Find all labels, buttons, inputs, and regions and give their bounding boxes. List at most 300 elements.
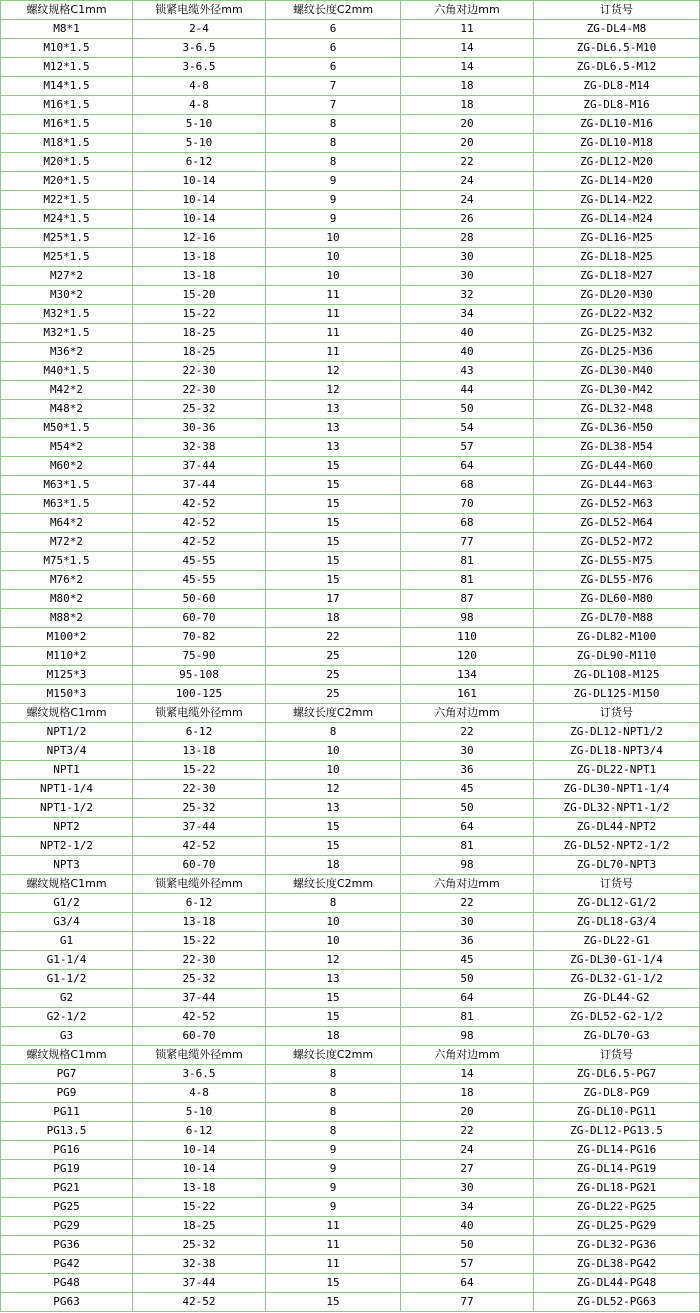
cell-order-number: ZG-DL82-M100	[534, 628, 700, 647]
cell-hex-size: 81	[401, 571, 534, 590]
cell-thread-spec: M150*3	[1, 685, 133, 704]
cell-hex-size: 30	[401, 267, 534, 286]
header-cable-diameter: 锁紧电缆外径mm	[133, 1, 266, 20]
cell-hex-size: 36	[401, 932, 534, 951]
cell-cable-diameter: 4-8	[133, 96, 266, 115]
cell-thread-length: 8	[266, 1122, 401, 1141]
cell-order-number: ZG-DL32-G1-1/2	[534, 970, 700, 989]
cell-thread-length: 11	[266, 1217, 401, 1236]
cell-cable-diameter: 13-18	[133, 267, 266, 286]
cell-cable-diameter: 4-8	[133, 1084, 266, 1103]
table-row	[1, 989, 700, 1008]
cell-thread-length: 10	[266, 761, 401, 780]
cell-order-number: ZG-DL30-M42	[534, 381, 700, 400]
cell-cable-diameter: 4-8	[133, 77, 266, 96]
header-cable-diameter: 锁紧电缆外径mm	[133, 704, 266, 723]
table-row	[1, 153, 700, 172]
cell-order-number: ZG-DL6.5-PG7	[534, 1065, 700, 1084]
cell-thread-spec: M8*1	[1, 20, 133, 39]
cell-cable-diameter: 45-55	[133, 571, 266, 590]
table-row	[1, 856, 700, 875]
header-thread-spec: 螺纹规格C1mm	[1, 704, 133, 723]
cell-thread-length: 13	[266, 970, 401, 989]
table-row	[1, 324, 700, 343]
cell-order-number: ZG-DL44-G2	[534, 989, 700, 1008]
cell-thread-spec: G1-1/2	[1, 970, 133, 989]
cell-thread-length: 11	[266, 324, 401, 343]
cell-order-number: ZG-DL10-PG11	[534, 1103, 700, 1122]
cell-thread-spec: G3	[1, 1027, 133, 1046]
cell-cable-diameter: 22-30	[133, 780, 266, 799]
cell-cable-diameter: 15-22	[133, 932, 266, 951]
cell-thread-length: 18	[266, 1027, 401, 1046]
cell-hex-size: 44	[401, 381, 534, 400]
cell-thread-spec: M16*1.5	[1, 96, 133, 115]
table-row	[1, 1122, 700, 1141]
cell-thread-length: 15	[266, 495, 401, 514]
table-row	[1, 742, 700, 761]
cell-thread-spec: M16*1.5	[1, 115, 133, 134]
cell-hex-size: 18	[401, 1084, 534, 1103]
cell-hex-size: 18	[401, 77, 534, 96]
table-row	[1, 381, 700, 400]
table-row	[1, 229, 700, 248]
cell-hex-size: 134	[401, 666, 534, 685]
table-row	[1, 685, 700, 704]
cell-order-number: ZG-DL8-PG9	[534, 1084, 700, 1103]
table-row	[1, 571, 700, 590]
table-row	[1, 590, 700, 609]
cell-order-number: ZG-DL12-M20	[534, 153, 700, 172]
cell-cable-diameter: 6-12	[133, 153, 266, 172]
cell-hex-size: 57	[401, 438, 534, 457]
spec-table-body	[1, 1, 700, 1312]
cell-thread-length: 18	[266, 856, 401, 875]
cell-hex-size: 54	[401, 419, 534, 438]
cell-thread-length: 7	[266, 77, 401, 96]
cell-cable-diameter: 25-32	[133, 799, 266, 818]
cell-hex-size: 50	[401, 970, 534, 989]
cell-cable-diameter: 22-30	[133, 951, 266, 970]
cell-thread-length: 15	[266, 457, 401, 476]
cell-thread-length: 13	[266, 799, 401, 818]
cell-cable-diameter: 5-10	[133, 1103, 266, 1122]
cell-hex-size: 81	[401, 1008, 534, 1027]
cell-order-number: ZG-DL14-PG19	[534, 1160, 700, 1179]
cell-cable-diameter: 22-30	[133, 362, 266, 381]
cell-hex-size: 18	[401, 96, 534, 115]
cell-cable-diameter: 6-12	[133, 894, 266, 913]
cell-thread-spec: NPT1-1/4	[1, 780, 133, 799]
cell-thread-spec: PG48	[1, 1274, 133, 1293]
cell-order-number: ZG-DL18-PG21	[534, 1179, 700, 1198]
cell-cable-diameter: 18-25	[133, 343, 266, 362]
cell-hex-size: 57	[401, 1255, 534, 1274]
cell-cable-diameter: 25-32	[133, 970, 266, 989]
table-row	[1, 837, 700, 856]
cell-order-number: ZG-DL70-NPT3	[534, 856, 700, 875]
cell-thread-length: 9	[266, 1179, 401, 1198]
table-row	[1, 913, 700, 932]
cell-order-number: ZG-DL18-M27	[534, 267, 700, 286]
cell-hex-size: 24	[401, 172, 534, 191]
cell-cable-diameter: 37-44	[133, 476, 266, 495]
cell-hex-size: 32	[401, 286, 534, 305]
cell-order-number: ZG-DL55-M75	[534, 552, 700, 571]
cell-cable-diameter: 37-44	[133, 818, 266, 837]
table-row	[1, 514, 700, 533]
cell-thread-spec: PG21	[1, 1179, 133, 1198]
cell-cable-diameter: 10-14	[133, 191, 266, 210]
cell-cable-diameter: 6-12	[133, 723, 266, 742]
cell-order-number: ZG-DL44-NPT2	[534, 818, 700, 837]
table-row	[1, 172, 700, 191]
cell-order-number: ZG-DL44-M63	[534, 476, 700, 495]
cell-order-number: ZG-DL52-M72	[534, 533, 700, 552]
cell-cable-diameter: 42-52	[133, 495, 266, 514]
cell-thread-length: 10	[266, 932, 401, 951]
cell-hex-size: 30	[401, 1179, 534, 1198]
cell-cable-diameter: 42-52	[133, 514, 266, 533]
cell-order-number: ZG-DL22-PG25	[534, 1198, 700, 1217]
header-row	[1, 704, 700, 723]
cell-hex-size: 20	[401, 115, 534, 134]
cell-hex-size: 68	[401, 476, 534, 495]
cell-hex-size: 14	[401, 39, 534, 58]
table-row	[1, 1103, 700, 1122]
cell-cable-diameter: 3-6.5	[133, 1065, 266, 1084]
cell-thread-spec: M64*2	[1, 514, 133, 533]
cell-hex-size: 120	[401, 647, 534, 666]
header-thread-length: 螺纹长度C2mm	[266, 1046, 401, 1065]
header-cable-diameter: 锁紧电缆外径mm	[133, 875, 266, 894]
cell-order-number: ZG-DL12-G1/2	[534, 894, 700, 913]
cell-thread-length: 8	[266, 1103, 401, 1122]
cell-thread-spec: G2	[1, 989, 133, 1008]
cell-thread-spec: M36*2	[1, 343, 133, 362]
cell-cable-diameter: 10-14	[133, 1160, 266, 1179]
cell-thread-spec: PG19	[1, 1160, 133, 1179]
cell-hex-size: 50	[401, 1236, 534, 1255]
cell-hex-size: 20	[401, 134, 534, 153]
cell-thread-spec: M27*2	[1, 267, 133, 286]
cell-thread-length: 11	[266, 1255, 401, 1274]
cell-order-number: ZG-DL90-M110	[534, 647, 700, 666]
header-row	[1, 1046, 700, 1065]
table-row	[1, 58, 700, 77]
table-row	[1, 932, 700, 951]
cell-thread-spec: NPT1	[1, 761, 133, 780]
table-row	[1, 134, 700, 153]
cell-thread-spec: G1	[1, 932, 133, 951]
cell-order-number: ZG-DL52-M64	[534, 514, 700, 533]
cell-hex-size: 14	[401, 1065, 534, 1084]
cell-order-number: ZG-DL52-M63	[534, 495, 700, 514]
cell-hex-size: 30	[401, 742, 534, 761]
table-row	[1, 96, 700, 115]
cell-thread-length: 9	[266, 1198, 401, 1217]
cell-hex-size: 50	[401, 799, 534, 818]
cell-thread-length: 8	[266, 153, 401, 172]
cell-thread-spec: M12*1.5	[1, 58, 133, 77]
cell-order-number: ZG-DL18-G3/4	[534, 913, 700, 932]
cell-thread-length: 8	[266, 1084, 401, 1103]
table-row	[1, 666, 700, 685]
cell-order-number: ZG-DL22-NPT1	[534, 761, 700, 780]
table-row	[1, 1255, 700, 1274]
cell-thread-length: 8	[266, 723, 401, 742]
cell-thread-length: 10	[266, 267, 401, 286]
cell-order-number: ZG-DL38-PG42	[534, 1255, 700, 1274]
cell-cable-diameter: 13-18	[133, 742, 266, 761]
table-row	[1, 20, 700, 39]
cell-order-number: ZG-DL6.5-M12	[534, 58, 700, 77]
cell-thread-length: 18	[266, 609, 401, 628]
cell-cable-diameter: 13-18	[133, 248, 266, 267]
cell-cable-diameter: 3-6.5	[133, 39, 266, 58]
cell-cable-diameter: 25-32	[133, 1236, 266, 1255]
cell-order-number: ZG-DL32-M48	[534, 400, 700, 419]
cell-thread-length: 15	[266, 533, 401, 552]
cell-order-number: ZG-DL44-M60	[534, 457, 700, 476]
table-row	[1, 1160, 700, 1179]
cell-hex-size: 64	[401, 989, 534, 1008]
cell-cable-diameter: 15-22	[133, 1198, 266, 1217]
cell-cable-diameter: 12-16	[133, 229, 266, 248]
cell-cable-diameter: 6-12	[133, 1122, 266, 1141]
table-row	[1, 438, 700, 457]
cell-hex-size: 24	[401, 191, 534, 210]
table-row	[1, 39, 700, 58]
cell-thread-length: 13	[266, 438, 401, 457]
cell-hex-size: 64	[401, 1274, 534, 1293]
cell-thread-length: 15	[266, 837, 401, 856]
table-row	[1, 894, 700, 913]
table-row	[1, 1027, 700, 1046]
table-row	[1, 552, 700, 571]
cell-thread-length: 25	[266, 685, 401, 704]
table-row	[1, 647, 700, 666]
cell-cable-diameter: 37-44	[133, 1274, 266, 1293]
cell-hex-size: 70	[401, 495, 534, 514]
table-row	[1, 780, 700, 799]
header-thread-length: 螺纹长度C2mm	[266, 704, 401, 723]
cell-hex-size: 22	[401, 894, 534, 913]
cell-cable-diameter: 13-18	[133, 913, 266, 932]
cell-cable-diameter: 42-52	[133, 533, 266, 552]
header-order-number: 订货号	[534, 1, 700, 20]
cell-thread-spec: G2-1/2	[1, 1008, 133, 1027]
table-row	[1, 495, 700, 514]
cell-order-number: ZG-DL70-G3	[534, 1027, 700, 1046]
cell-thread-spec: G1-1/4	[1, 951, 133, 970]
cell-order-number: ZG-DL30-M40	[534, 362, 700, 381]
cell-order-number: ZG-DL6.5-M10	[534, 39, 700, 58]
table-row	[1, 305, 700, 324]
cell-thread-length: 22	[266, 628, 401, 647]
cell-thread-spec: PG63	[1, 1293, 133, 1312]
cell-thread-length: 9	[266, 1141, 401, 1160]
table-row	[1, 362, 700, 381]
cell-cable-diameter: 3-6.5	[133, 58, 266, 77]
header-cable-diameter: 锁紧电缆外径mm	[133, 1046, 266, 1065]
cell-thread-spec: M14*1.5	[1, 77, 133, 96]
cell-order-number: ZG-DL14-M22	[534, 191, 700, 210]
table-row	[1, 951, 700, 970]
cell-hex-size: 22	[401, 1122, 534, 1141]
cell-order-number: ZG-DL52-NPT2-1/2	[534, 837, 700, 856]
table-row	[1, 1274, 700, 1293]
cell-thread-length: 11	[266, 305, 401, 324]
cell-cable-diameter: 10-14	[133, 1141, 266, 1160]
cell-cable-diameter: 15-20	[133, 286, 266, 305]
cell-hex-size: 161	[401, 685, 534, 704]
cell-cable-diameter: 37-44	[133, 989, 266, 1008]
cell-cable-diameter: 42-52	[133, 1293, 266, 1312]
cell-thread-length: 12	[266, 381, 401, 400]
cell-order-number: ZG-DL8-M16	[534, 96, 700, 115]
cell-thread-spec: M63*1.5	[1, 495, 133, 514]
cell-cable-diameter: 70-82	[133, 628, 266, 647]
cell-hex-size: 45	[401, 780, 534, 799]
cell-cable-diameter: 2-4	[133, 20, 266, 39]
table-row	[1, 1236, 700, 1255]
cell-order-number: ZG-DL30-G1-1/4	[534, 951, 700, 970]
cell-thread-length: 10	[266, 248, 401, 267]
cell-order-number: ZG-DL32-NPT1-1/2	[534, 799, 700, 818]
cell-hex-size: 30	[401, 248, 534, 267]
cell-cable-diameter: 37-44	[133, 457, 266, 476]
cell-thread-spec: M42*2	[1, 381, 133, 400]
cell-thread-spec: NPT2-1/2	[1, 837, 133, 856]
cell-order-number: ZG-DL44-PG48	[534, 1274, 700, 1293]
cell-thread-spec: M110*2	[1, 647, 133, 666]
cell-cable-diameter: 60-70	[133, 1027, 266, 1046]
cell-thread-length: 7	[266, 96, 401, 115]
cell-thread-length: 8	[266, 894, 401, 913]
header-order-number: 订货号	[534, 875, 700, 894]
table-row	[1, 799, 700, 818]
cell-order-number: ZG-DL125-M150	[534, 685, 700, 704]
cell-cable-diameter: 50-60	[133, 590, 266, 609]
cell-order-number: ZG-DL18-NPT3/4	[534, 742, 700, 761]
cell-order-number: ZG-DL52-PG63	[534, 1293, 700, 1312]
cell-thread-spec: M88*2	[1, 609, 133, 628]
cell-order-number: ZG-DL12-NPT1/2	[534, 723, 700, 742]
table-row	[1, 267, 700, 286]
cell-order-number: ZG-DL14-PG16	[534, 1141, 700, 1160]
cell-thread-spec: M75*1.5	[1, 552, 133, 571]
cell-thread-spec: M54*2	[1, 438, 133, 457]
cell-cable-diameter: 18-25	[133, 1217, 266, 1236]
cell-thread-length: 10	[266, 229, 401, 248]
cell-hex-size: 27	[401, 1160, 534, 1179]
cell-thread-length: 13	[266, 419, 401, 438]
cell-order-number: ZG-DL60-M80	[534, 590, 700, 609]
cell-thread-spec: NPT1/2	[1, 723, 133, 742]
cell-thread-spec: M10*1.5	[1, 39, 133, 58]
cell-thread-spec: PG9	[1, 1084, 133, 1103]
cell-hex-size: 45	[401, 951, 534, 970]
cell-order-number: ZG-DL10-M18	[534, 134, 700, 153]
cell-cable-diameter: 75-90	[133, 647, 266, 666]
cell-thread-length: 9	[266, 1160, 401, 1179]
cell-hex-size: 11	[401, 20, 534, 39]
cell-order-number: ZG-DL38-M54	[534, 438, 700, 457]
cell-cable-diameter: 60-70	[133, 856, 266, 875]
table-row	[1, 476, 700, 495]
cell-hex-size: 87	[401, 590, 534, 609]
cell-cable-diameter: 5-10	[133, 134, 266, 153]
cell-thread-spec: M20*1.5	[1, 153, 133, 172]
cell-cable-diameter: 18-25	[133, 324, 266, 343]
cell-cable-diameter: 32-38	[133, 438, 266, 457]
cell-order-number: ZG-DL22-M32	[534, 305, 700, 324]
cell-hex-size: 43	[401, 362, 534, 381]
header-thread-length: 螺纹长度C2mm	[266, 1, 401, 20]
cell-order-number: ZG-DL55-M76	[534, 571, 700, 590]
cell-thread-spec: M18*1.5	[1, 134, 133, 153]
cell-thread-spec: M72*2	[1, 533, 133, 552]
cell-thread-length: 9	[266, 210, 401, 229]
cell-thread-length: 15	[266, 476, 401, 495]
cell-hex-size: 22	[401, 723, 534, 742]
header-order-number: 订货号	[534, 1046, 700, 1065]
table-row	[1, 609, 700, 628]
cell-cable-diameter: 95-108	[133, 666, 266, 685]
cell-thread-length: 15	[266, 1274, 401, 1293]
cell-order-number: ZG-DL108-M125	[534, 666, 700, 685]
cell-hex-size: 98	[401, 1027, 534, 1046]
table-row	[1, 1141, 700, 1160]
cell-hex-size: 34	[401, 1198, 534, 1217]
table-row	[1, 818, 700, 837]
cell-hex-size: 98	[401, 856, 534, 875]
cell-cable-diameter: 32-38	[133, 1255, 266, 1274]
table-row	[1, 970, 700, 989]
table-row	[1, 286, 700, 305]
cell-hex-size: 64	[401, 818, 534, 837]
cell-thread-length: 12	[266, 951, 401, 970]
cell-cable-diameter: 100-125	[133, 685, 266, 704]
cell-thread-spec: M32*1.5	[1, 324, 133, 343]
cell-order-number: ZG-DL52-G2-1/2	[534, 1008, 700, 1027]
cell-hex-size: 64	[401, 457, 534, 476]
cell-order-number: ZG-DL16-M25	[534, 229, 700, 248]
cell-thread-length: 11	[266, 343, 401, 362]
cell-order-number: ZG-DL30-NPT1-1/4	[534, 780, 700, 799]
cell-thread-spec: PG29	[1, 1217, 133, 1236]
cell-thread-length: 15	[266, 571, 401, 590]
cell-thread-spec: PG25	[1, 1198, 133, 1217]
header-thread-length: 螺纹长度C2mm	[266, 875, 401, 894]
cell-thread-length: 15	[266, 989, 401, 1008]
cell-cable-diameter: 13-18	[133, 1179, 266, 1198]
cell-thread-length: 10	[266, 913, 401, 932]
cell-order-number: ZG-DL14-M24	[534, 210, 700, 229]
cell-thread-spec: M32*1.5	[1, 305, 133, 324]
cell-hex-size: 30	[401, 913, 534, 932]
cell-thread-spec: NPT3	[1, 856, 133, 875]
cell-thread-spec: PG42	[1, 1255, 133, 1274]
cell-cable-diameter: 10-14	[133, 172, 266, 191]
table-row	[1, 723, 700, 742]
table-row	[1, 1008, 700, 1027]
cell-cable-diameter: 30-36	[133, 419, 266, 438]
cell-thread-spec: G3/4	[1, 913, 133, 932]
cell-cable-diameter: 25-32	[133, 400, 266, 419]
table-row	[1, 400, 700, 419]
